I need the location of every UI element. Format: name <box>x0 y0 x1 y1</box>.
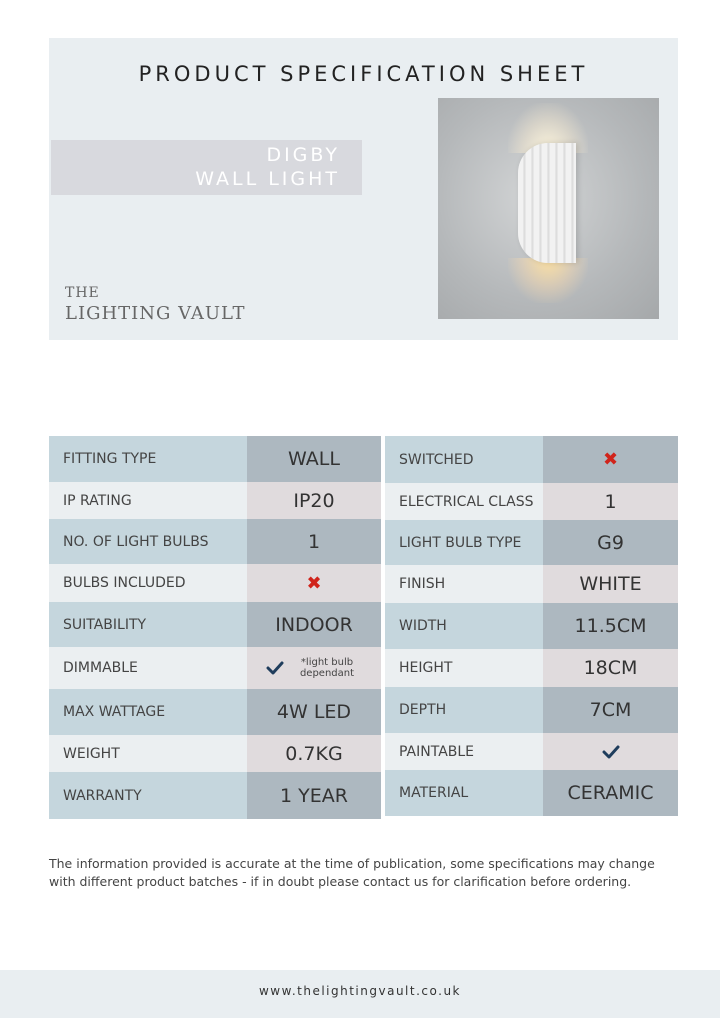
spec-value-text: INDOOR <box>275 613 353 636</box>
cross-icon: ✖ <box>602 449 619 470</box>
product-photo <box>438 98 659 319</box>
spec-row <box>49 772 381 819</box>
spec-label: DEPTH <box>385 687 543 733</box>
spec-value-text: IP20 <box>293 489 335 512</box>
spec-label: NO. OF LIGHT BULBS <box>49 519 247 564</box>
brand-logo-line1: THE <box>65 285 100 301</box>
spec-label: MAX WATTAGE <box>49 689 247 735</box>
spec-value-text: WHITE <box>579 573 642 595</box>
spec-table-left <box>49 436 381 819</box>
spec-table-right <box>385 436 678 816</box>
spec-value <box>247 647 381 689</box>
tick-icon <box>266 661 284 675</box>
spec-row <box>49 436 381 482</box>
spec-label: LIGHT BULB TYPE <box>385 520 543 565</box>
spec-value-text: 4W LED <box>276 701 352 723</box>
spec-value <box>543 483 678 520</box>
spec-value-text: 7CM <box>589 699 632 721</box>
spec-value <box>543 733 678 770</box>
spec-value <box>543 436 678 483</box>
spec-label: MATERIAL <box>385 770 543 816</box>
spec-value-text: 0.7KG <box>285 742 343 765</box>
product-name-line1: DIGBY <box>266 144 340 166</box>
spec-label: ELECTRICAL CLASS <box>385 483 543 520</box>
spec-value <box>247 564 381 602</box>
spec-row <box>49 689 381 735</box>
spec-label: PAINTABLE <box>385 733 543 770</box>
spec-value-text: 1 <box>307 530 321 553</box>
spec-value <box>247 735 381 772</box>
spec-row <box>385 649 678 687</box>
spec-row <box>385 565 678 603</box>
spec-row <box>385 483 678 520</box>
cross-icon: ✖ <box>306 572 322 594</box>
spec-label: DIMMABLE <box>49 647 247 689</box>
spec-label: BULBS INCLUDED <box>49 564 247 602</box>
spec-value <box>543 520 678 565</box>
product-name-line2: WALL LIGHT <box>195 168 340 190</box>
hero-panel <box>49 38 678 340</box>
spec-row <box>49 519 381 564</box>
spec-value <box>247 772 381 819</box>
spec-row <box>385 687 678 733</box>
spec-value <box>247 689 381 735</box>
spec-value <box>543 649 678 687</box>
spec-value <box>247 519 381 564</box>
spec-row <box>49 647 381 689</box>
spec-label: SUITABILITY <box>49 602 247 647</box>
spec-value <box>543 603 678 649</box>
spec-value-text: WALL <box>288 448 340 470</box>
disclaimer-text: The information provided is accurate at the time of publication, some specifications may change with different product batches - if in doubt please contact us for clarification before ordering. <box>49 856 655 889</box>
tick-icon <box>602 745 620 759</box>
spec-row <box>49 735 381 772</box>
spec-row <box>49 564 381 602</box>
website-url: www.thelightingvault.co.uk <box>258 984 461 998</box>
page-title: PRODUCT SPECIFICATION SHEET <box>138 62 589 86</box>
spec-value <box>543 770 678 816</box>
spec-label: IP RATING <box>49 482 247 519</box>
spec-label: WIDTH <box>385 603 543 649</box>
spec-row <box>385 733 678 770</box>
spec-label: WEIGHT <box>49 735 247 772</box>
spec-row <box>49 482 381 519</box>
spec-label: HEIGHT <box>385 649 543 687</box>
spec-label: FINISH <box>385 565 543 603</box>
spec-row <box>385 603 678 649</box>
spec-label: WARRANTY <box>49 772 247 819</box>
spec-row <box>385 520 678 565</box>
spec-value <box>543 687 678 733</box>
spec-value-text: 1 YEAR <box>280 784 348 807</box>
footer-bar <box>0 970 720 1018</box>
spec-row <box>49 602 381 647</box>
spec-label: SWITCHED <box>385 436 543 483</box>
light-glow-bottom <box>508 258 588 303</box>
spec-value-text: G9 <box>597 531 624 554</box>
spec-row <box>385 770 678 816</box>
spec-value-text: CERAMIC <box>567 782 654 804</box>
spec-note: *light bulb dependant <box>299 657 355 679</box>
spec-value-text: 11.5CM <box>574 615 647 637</box>
spec-value-text: 1 <box>604 490 617 513</box>
spec-value <box>543 565 678 603</box>
spec-value <box>247 602 381 647</box>
spec-row <box>385 436 678 483</box>
spec-value-text: 18CM <box>583 657 638 679</box>
spec-value <box>247 436 381 482</box>
brand-logo-line2: LIGHTING VAULT <box>65 303 246 324</box>
wall-light-fixture <box>518 143 576 263</box>
spec-label: FITTING TYPE <box>49 436 247 482</box>
product-name-box <box>51 140 362 195</box>
spec-value <box>247 482 381 519</box>
